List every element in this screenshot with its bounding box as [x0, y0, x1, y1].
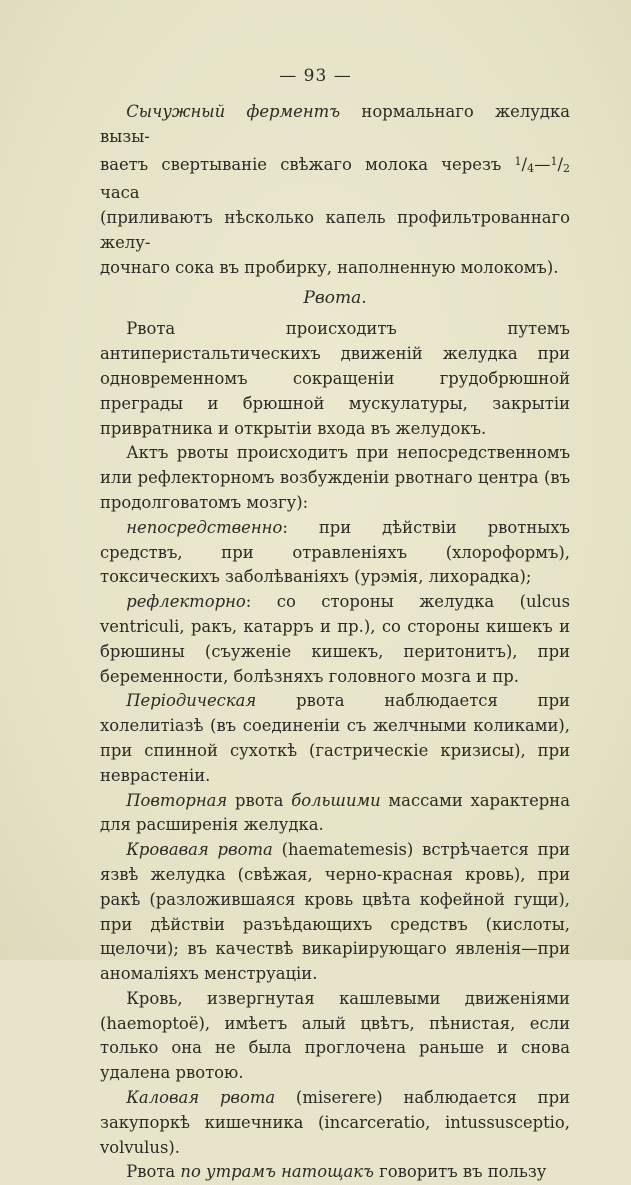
term-fecal: Каловая рвота — [126, 1088, 276, 1108]
paragraph-reflex: рефлекторно: со стороны желудка (ulcus ventriculi, ракъ, катарръ и пр.), со стороны кишекъ и брюшины (съуженіе кишекъ, перитонитъ), при беременности, болѣзняхъ головного мозга и пр. — [100, 592, 570, 686]
term-rennin: Сычужный ферментъ — [126, 102, 341, 121]
paragraph-vomiting-act: Актъ рвоты происходитъ при непосредственномъ или рефлекторномъ возбужденіи рвотнаго центра (въ продолговатомъ мозгу): — [100, 443, 570, 512]
page-number: — 93 — — [279, 66, 352, 86]
term-large: большими — [291, 790, 381, 810]
paragraph-bloody: Кровавая рвота (haematemesis) встрѣчается при язвѣ желудка (свѣжая, черно-красная кровь), при ракѣ (разложившаяся кровь цвѣта кофейной гущи), при дѣйствіи разъѣдающихъ средствъ (кислоты, щелочи); въ качествѣ викаріирующаго явленія—при аномаліяхъ менструаціи. — [100, 840, 570, 984]
term-periodic: Періодическая — [126, 691, 257, 711]
paragraph-morning: Рвота по утрамъ натощакъ говоритъ въ пользу — [126, 1162, 547, 1182]
term-bloody: Кровавая рвота — [126, 840, 273, 860]
paragraph-vomiting-definition: Рвота происходитъ путемъ антиперистальтическихъ движеній желудка при одновременномъ сокращеніи грудобрюшной преграды и брюшной мускулатуры, закрытіи привратника и открытіи входа въ желудокъ. — [100, 319, 570, 438]
paragraph-repeated: Повторная рвота большими массами характерна для расширенія желудка. — [100, 790, 570, 835]
term-direct: непосредственно — [126, 517, 283, 537]
term-reflex: рефлекторно — [126, 592, 246, 612]
paragraph-direct: непосредственно: при дѣйствіи рвотныхъ средствъ, при отравленіяхъ (хлороформъ), токсическихъ заболѣваніяхъ (урэмія, лихорадка); — [100, 517, 570, 587]
paragraph-rennin: Сычужный ферментъ нормальнаго желудка вызы- ваетъ свертываніе свѣжаго молока черезъ $^1/_4—^1/_2$ часа (приливаютъ нѣсколько капель профильтрованнаго желу- дочнаго сока въ пробирку, наполненную молокомъ). — [100, 102, 570, 277]
term-repeated: Повторная — [126, 790, 228, 810]
term-morning: по утрамъ натощакъ — [180, 1162, 374, 1182]
paragraph-haemoptoe: Кровь, извергнутая кашлевыми движеніями (haemoptoë), имѣетъ алый цвѣтъ, пѣнистая, если только она не была проглочена раньше и снова удалена рвотою. — [100, 988, 570, 1083]
paragraph-periodic: Періодическая рвота наблюдается при холелитіазѣ (въ соединеніи съ желчными коликами), при спинной сухоткѣ (гастрическіе кризисы), при неврастеніи. — [100, 691, 570, 785]
paragraph-fecal: Каловая рвота (miserere) наблюдается при закупоркѣ кишечника (incarceratio, intussusceptio, volvulus). — [100, 1088, 570, 1157]
page-body — [100, 100, 570, 1185]
section-heading: Рвота. — [303, 287, 367, 308]
